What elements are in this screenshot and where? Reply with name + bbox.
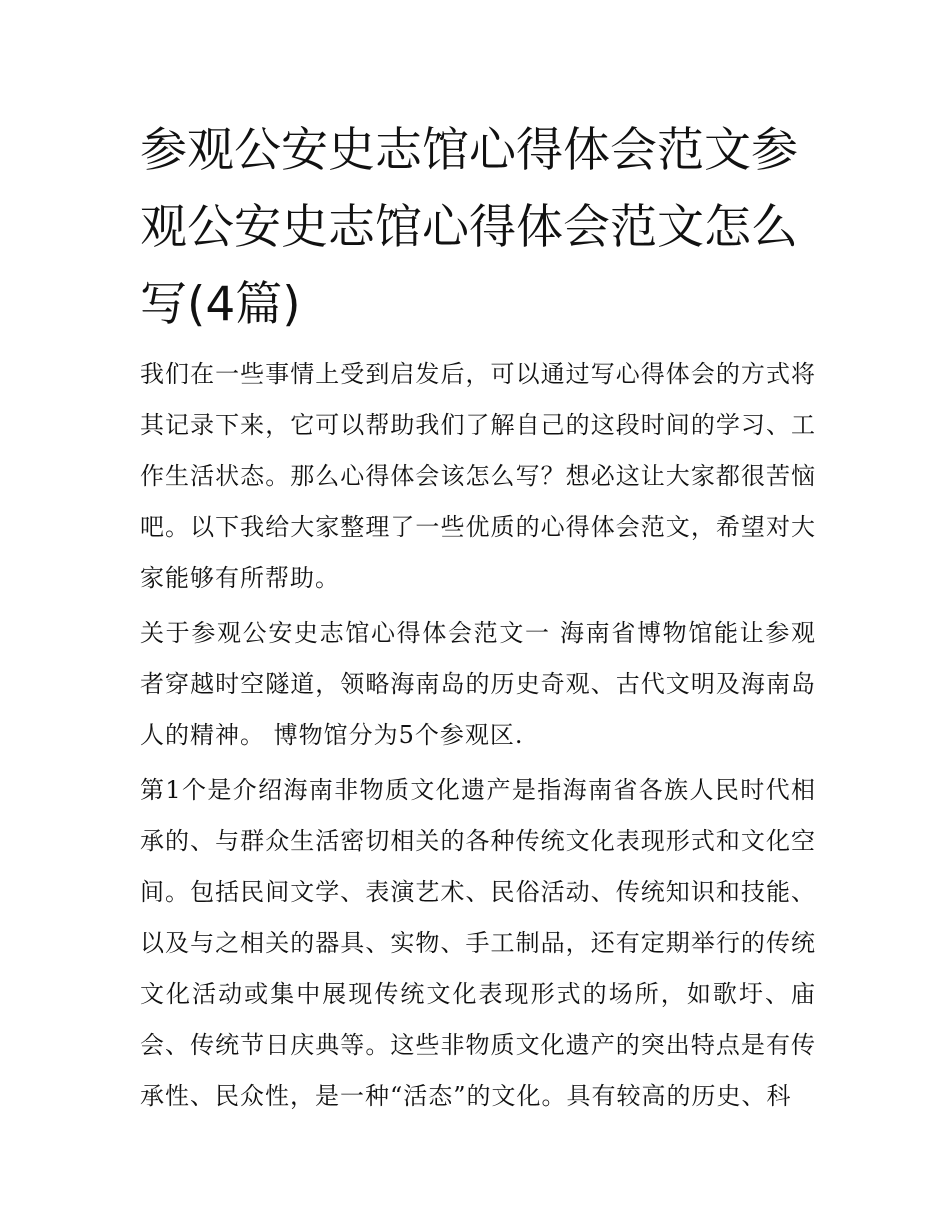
paragraph-heritage: 第1个是介绍海南非物质文化遗产是指海南省各族人民时代相承的、与群众生活密切相关的各种传统文化表现形式和文化空间。包括民间文学、表演艺术、民俗活动、传统知识和技能、以及与之相关的器具、实物、手工制品，还有定期举行的传统文化活动或集中展现传统文化表现形式的场所，如歌圩、庙会、传统节日庆典等。这些非物质文化遗产的突出特点是有传承性、民众性，是一种“活态”的文化。具有较高的历史、科: [140, 776, 816, 1110]
paragraph-intro: 我们在一些事情上受到启发后，可以通过写心得体会的方式将其记录下来，它可以帮助我们了解自己的这段时间的学习、工作生活状态。那么心得体会该怎么写？想必这让大家都很苦恼吧。以下我给大家整理了一些优质的心得体会范文，希望对大家能够有所帮助。: [140, 360, 816, 592]
document-title: 参观公安史志馆心得体会范文参观公安史志馆心得体会范文怎么写(4篇): [140, 123, 798, 332]
document-content: [140, 112, 816, 1122]
paragraph-museum-intro: 关于参观公安史志馆心得体会范文一 海南省博物馆能让参观者穿越时空隧道，领略海南岛的历史奇观、古代文明及海南岛人的精神。 博物馆分为5个参观区.: [140, 619, 816, 749]
